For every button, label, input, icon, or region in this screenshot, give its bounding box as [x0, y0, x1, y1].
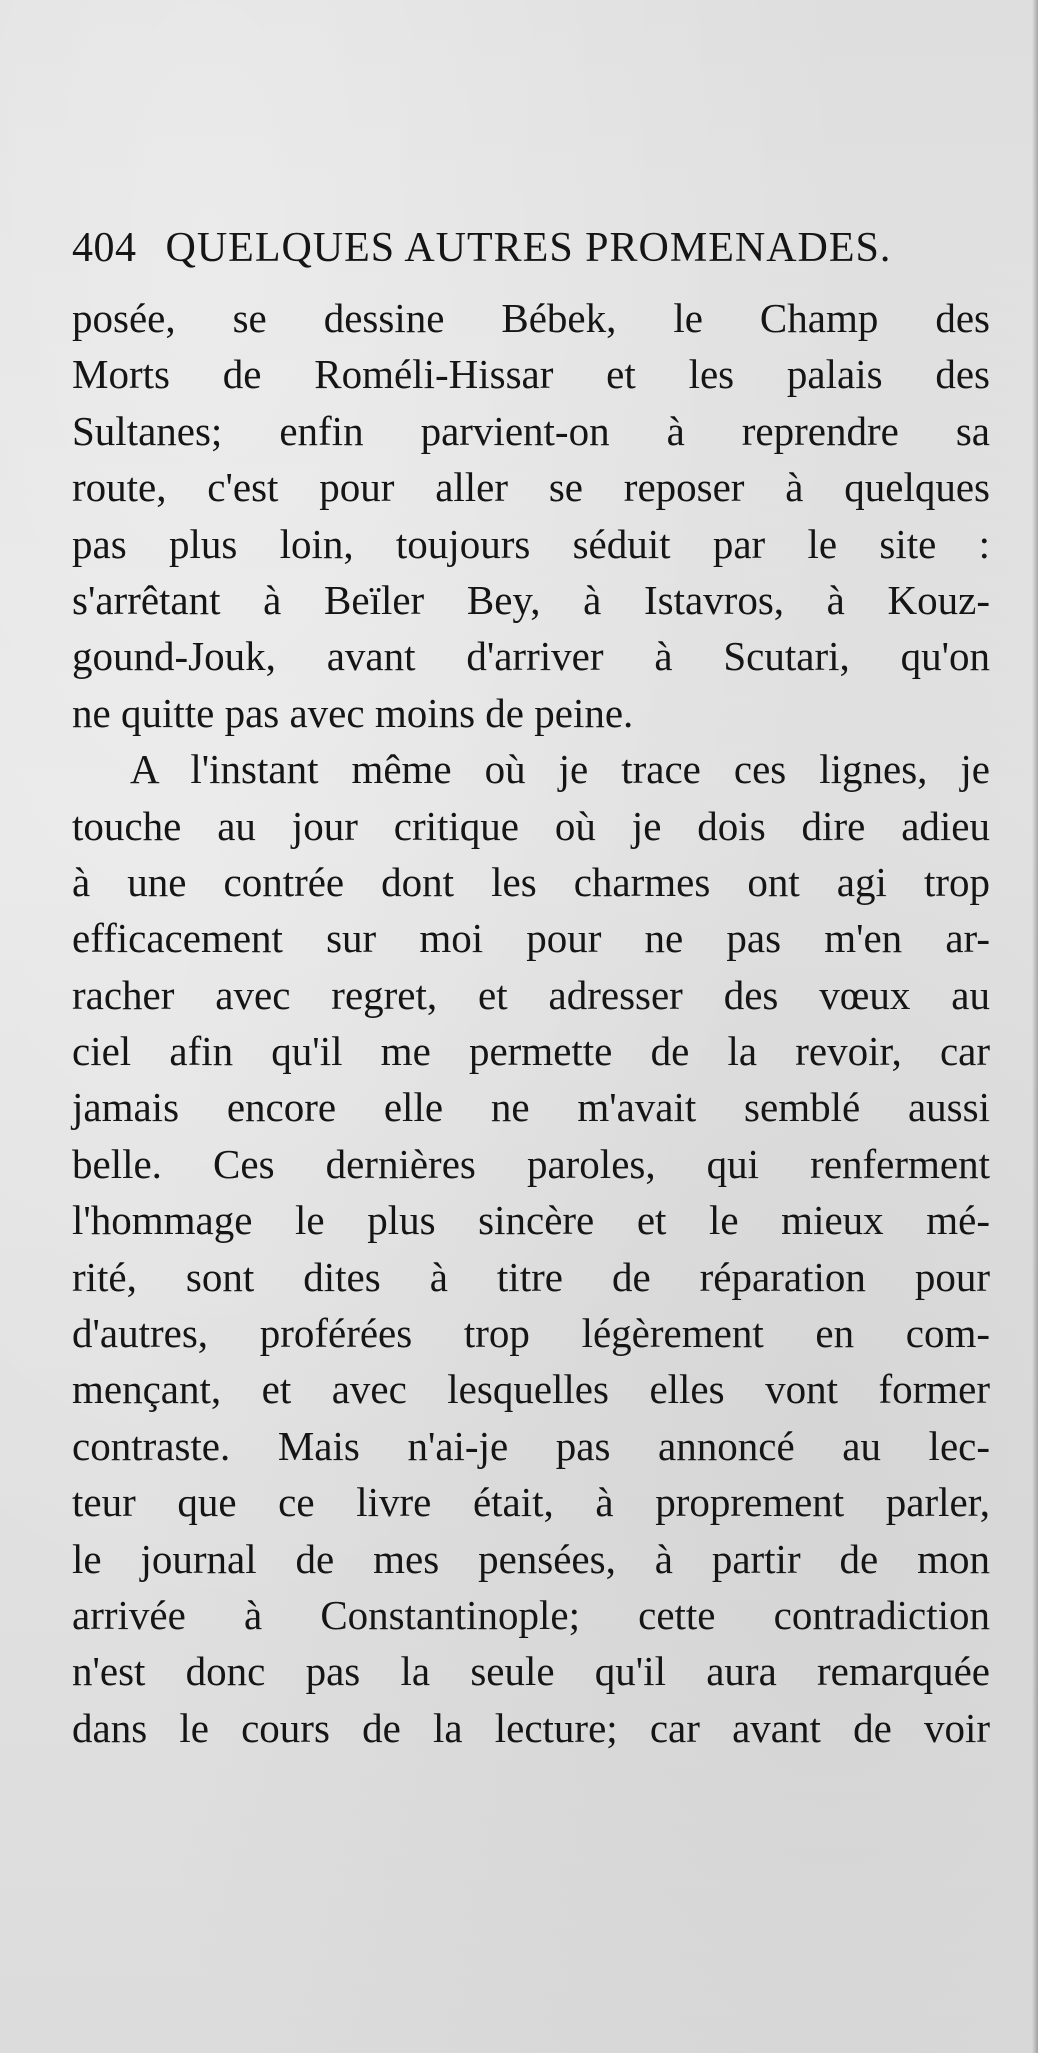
- page-number: 404: [72, 225, 137, 271]
- text-line: gound-Jouk, avant d'arriver à Scutari, qu'on: [72, 633, 990, 680]
- text-line: arrivée à Constantinople; cette contradiction: [72, 1591, 990, 1638]
- text-line: Sultanes; enfin parvient-on à reprendre sa: [72, 407, 990, 454]
- text-line: jamais encore elle ne m'avait semblé aussi: [72, 1084, 990, 1131]
- text-line: d'autres, proférées trop légèrement en com-: [72, 1310, 990, 1357]
- text-line: n'est donc pas la seule qu'il aura remarquée: [72, 1648, 990, 1695]
- text-line: touche au jour critique où je dois dire adieu: [72, 802, 990, 849]
- running-header: [72, 218, 912, 278]
- text-line: s'arrêtant à Beïler Bey, à Istavros, à Kouz-: [72, 576, 990, 623]
- text-line: belle. Ces dernières paroles, qui renferment: [72, 1140, 990, 1187]
- text-line: contraste. Mais n'ai-je pas annoncé au lec-: [72, 1422, 990, 1469]
- text-line: le journal de mes pensées, à partir de mon: [72, 1535, 990, 1582]
- text-line: ne quitte pas avec moins de peine.: [72, 689, 634, 736]
- text-line: Morts de Roméli-Hissar et les palais des: [72, 351, 990, 398]
- text-line: pas plus loin, toujours séduit par le site :: [72, 520, 990, 567]
- text-line: dans le cours de la lecture; car avant de voir: [72, 1704, 990, 1751]
- text-line: l'hommage le plus sincère et le mieux mé-: [72, 1197, 990, 1244]
- text-line: route, c'est pour aller se reposer à quelques: [72, 464, 990, 511]
- text-line: ciel afin qu'il me permette de la revoir, car: [72, 1028, 990, 1075]
- running-title: QUELQUES AUTRES PROMENADES.: [165, 225, 892, 271]
- text-line: teur que ce livre était, à proprement parler,: [72, 1479, 990, 1526]
- text-line: posée, se dessine Bébek, le Champ des: [72, 295, 990, 341]
- text-line: rité, sont dites à titre de réparation pour: [72, 1253, 990, 1300]
- text-line: A l'instant même où je trace ces lignes, je: [130, 746, 990, 793]
- text-line: racher avec regret, et adresser des vœux au: [72, 971, 990, 1018]
- text-line: efficacement sur moi pour ne pas m'en ar-: [72, 915, 990, 962]
- text-line: mençant, et avec lesquelles elles vont former: [72, 1366, 990, 1413]
- page-edge-shadow: [1032, 0, 1038, 2053]
- body-text: [72, 290, 990, 1756]
- text-line: à une contrée dont les charmes ont agi trop: [72, 858, 990, 905]
